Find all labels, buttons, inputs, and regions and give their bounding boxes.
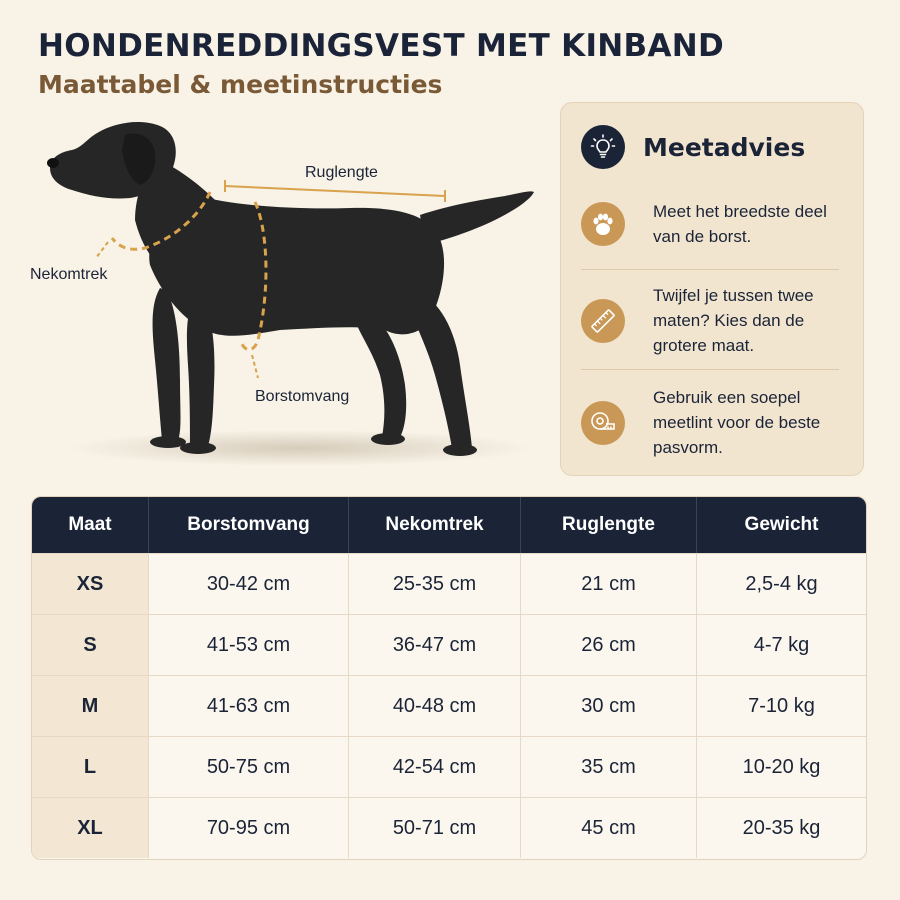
ruler-icon <box>581 299 625 343</box>
column-header: Gewicht <box>744 514 819 535</box>
table-cell: 10-20 kg <box>742 755 821 778</box>
divider <box>581 369 839 370</box>
table-row <box>32 614 866 675</box>
table-row <box>32 553 866 614</box>
table-cell: 41-63 cm <box>149 676 349 736</box>
measuring-advice-panel <box>560 102 864 476</box>
table-cell: 50-75 cm <box>149 737 349 797</box>
page-subtitle: Maattabel & meetinstructies <box>38 70 443 99</box>
lightbulb-icon <box>581 125 625 169</box>
table-cell: 42-54 cm <box>349 737 521 797</box>
column-header: Nekomtrek <box>349 497 521 553</box>
neck-pointer-line <box>96 242 108 258</box>
divider <box>581 269 839 270</box>
table-cell: 36-47 cm <box>349 615 521 675</box>
back-length-label: Ruglengte <box>305 164 378 181</box>
table-cell: 20-35 kg <box>742 816 821 839</box>
table-cell: 21 cm <box>521 554 697 614</box>
table-cell: 70-95 cm <box>149 798 349 858</box>
table-cell: 30 cm <box>521 676 697 736</box>
table-cell: 30-42 cm <box>149 554 349 614</box>
table-row <box>32 736 866 797</box>
tip-item <box>581 283 843 358</box>
table-cell: 7-10 kg <box>748 694 815 717</box>
neck-label: Nekomtrek <box>30 266 108 283</box>
back-measure-line <box>225 180 445 202</box>
advice-header <box>581 125 805 169</box>
chest-label: Borstomvang <box>255 388 350 405</box>
table-row <box>32 675 866 736</box>
table-cell: 26 cm <box>521 615 697 675</box>
column-header: Maat <box>32 497 149 553</box>
table-cell: 4-7 kg <box>753 633 810 656</box>
paw-icon <box>581 202 625 246</box>
table-row <box>32 797 866 858</box>
advice-title: Meetadvies <box>643 132 806 162</box>
page-title: HONDENREDDINGSVEST MET KINBAND <box>38 28 725 64</box>
size-cell: XS <box>32 554 149 614</box>
chest-pointer-line <box>252 355 258 378</box>
tip-text: Twijfel je tussen twee maten? Kies dan de grotere maat. <box>653 286 814 355</box>
dog-illustration <box>0 100 550 480</box>
tip-item <box>581 385 843 460</box>
measuring-tape-icon <box>581 401 625 445</box>
tip-text: Gebruik een soepel meetlint voor de beste pasvorm. <box>653 388 821 457</box>
tip-item <box>581 199 843 249</box>
size-cell: S <box>32 615 149 675</box>
column-header: Ruglengte <box>521 497 697 553</box>
size-table <box>31 496 867 860</box>
size-cell: L <box>32 737 149 797</box>
table-cell: 25-35 cm <box>349 554 521 614</box>
table-header-row <box>32 497 866 553</box>
tip-text: Meet het breedste deel van de borst. <box>653 202 827 246</box>
table-cell: 40-48 cm <box>349 676 521 736</box>
size-cell: M <box>32 676 149 736</box>
table-cell: 35 cm <box>521 737 697 797</box>
table-cell: 50-71 cm <box>349 798 521 858</box>
table-cell: 45 cm <box>521 798 697 858</box>
table-cell: 2,5-4 kg <box>745 572 818 595</box>
table-cell: 41-53 cm <box>149 615 349 675</box>
size-cell: XL <box>32 798 149 858</box>
column-header: Borstomvang <box>149 497 349 553</box>
